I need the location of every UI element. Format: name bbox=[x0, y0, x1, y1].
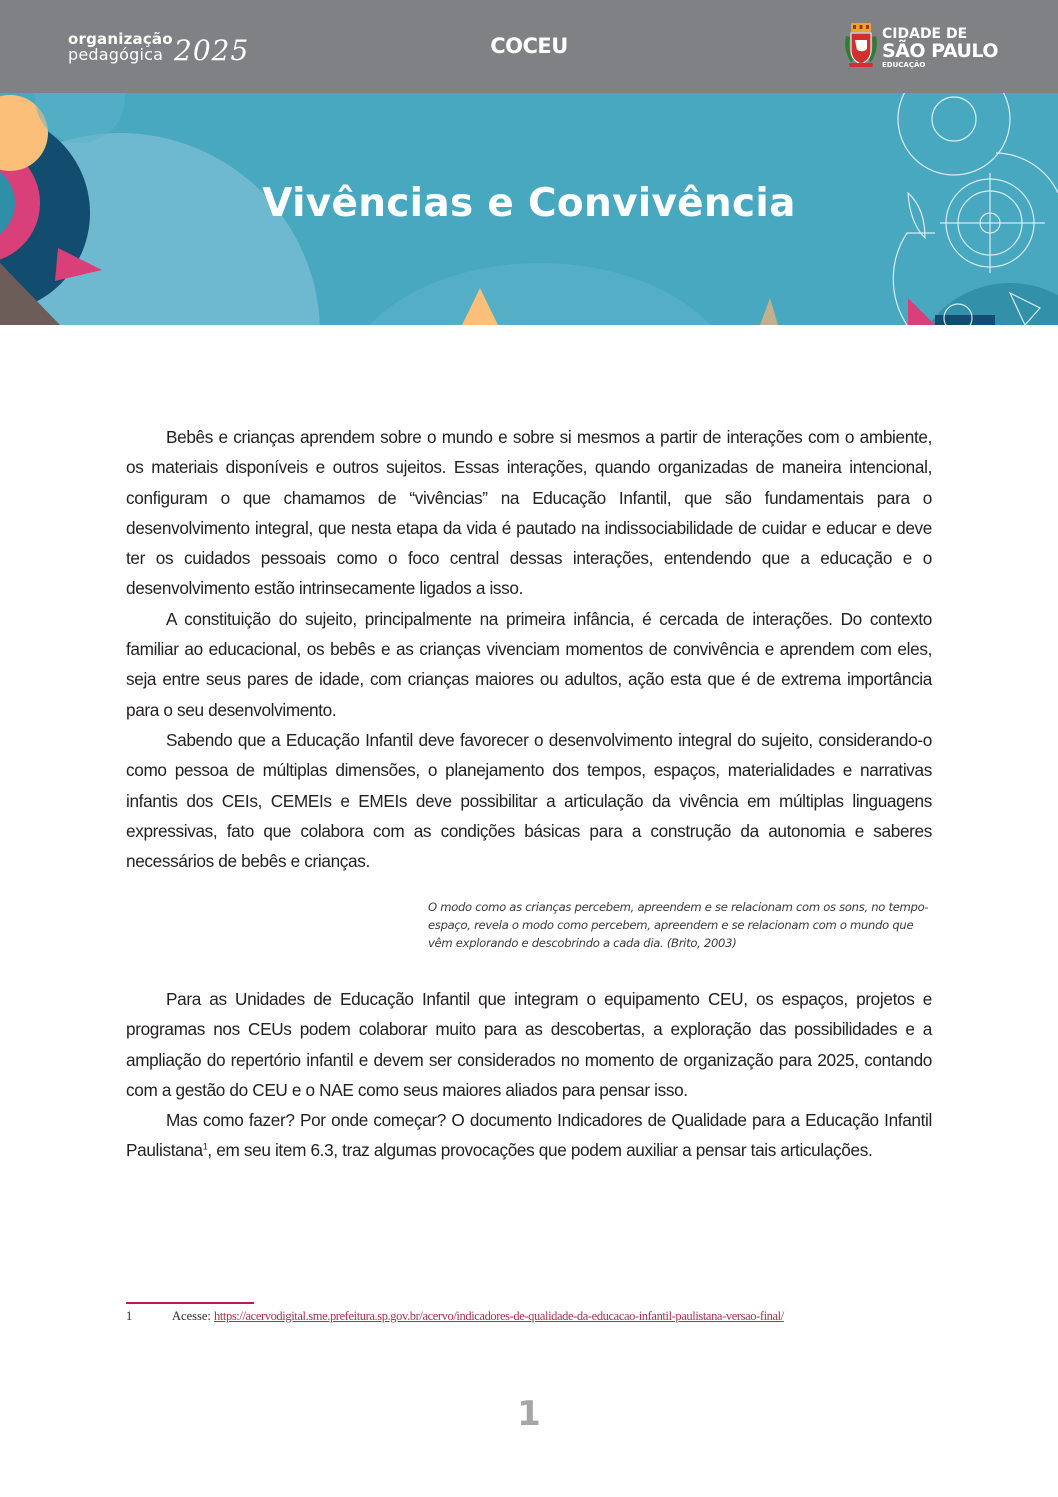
footnote-label: Acesse: bbox=[172, 1309, 214, 1323]
footnote bbox=[126, 1309, 784, 1324]
page-number: 1 bbox=[517, 1394, 541, 1434]
paragraph-text: , em seu item 6.3, traz algumas provocações que podem auxiliar a pensar tais articulações. bbox=[207, 1140, 873, 1161]
coat-of-arms-icon bbox=[843, 22, 879, 70]
city-line-2: SÃO PAULO bbox=[882, 40, 998, 62]
paragraph-text: Mas como fazer? Por onde começar? O documento Indicadores de Qualidade para a Educação Infantil Paulistana bbox=[126, 1110, 932, 1161]
paragraph-with-footnote bbox=[126, 1105, 932, 1166]
footnote-reference[interactable]: 1 bbox=[202, 1141, 208, 1152]
section-label: COCEU bbox=[490, 34, 568, 58]
block-quote: O modo como as crianças percebem, apreendem e se relacionam com os sons, no tempo-espaço, revela o modo como percebem, apreendem e se relacionam com o mundo que vêm explorando e descobrindo a cada dia. (Brito, 2003) bbox=[428, 900, 929, 950]
paragraph: Sabendo que a Educação Infantil deve favorecer o desenvolvimento integral do sujeito, considerando-o como pessoa de múltiplas dimensões, o planejamento dos tempos, espaços, materialidades e narrativas infantis dos CEIs, CEMEIs e EMEIs deve possibilitar a articulação da vivência em múltiplas linguagens expressivas, fato que colabora com as condições básicas para a construção da autonomia e saberes necessários de bebês e crianças. bbox=[126, 729, 932, 872]
body-text-section-1 bbox=[126, 422, 932, 876]
brand-line-2: pedagógica bbox=[68, 45, 164, 64]
footnote-divider bbox=[126, 1302, 254, 1304]
footnote-number: 1 bbox=[126, 1309, 133, 1323]
footnote-link[interactable]: https://acervodigital.sme.prefeitura.sp.gov.br/acervo/indicadores-de-qualidade-da-educacao-infantil-paulistana-versao-final/ bbox=[214, 1309, 784, 1323]
city-line-1: CIDADE DE bbox=[882, 26, 968, 42]
brand-year: 2025 bbox=[174, 34, 250, 67]
top-header-bar bbox=[0, 0, 1058, 93]
paragraph: A constituição do sujeito, principalmente na primeira infância, é cercada de interações. Do contexto familiar ao educacional, os bebês e as crianças vivenciam momentos de convivência e aprendem com eles, seja entre seus pares de idade, com crianças maiores ou adultos, ação esta que é de extrema importância para o seu desenvolvimento. bbox=[126, 608, 932, 720]
page-title: Vivências e Convivência bbox=[262, 181, 796, 226]
paragraph: Para as Unidades de Educação Infantil que integram o equipamento CEU, os espaços, projetos e programas nos CEUs podem colaborar muito para as descobertas, a exploração das possibilidades e a ampliação do repertório infantil e devem ser considerados no momento de organização para 2025, contando com a gestão do CEU e o NAE como seus maiores aliados para pensar isso. bbox=[126, 989, 932, 1100]
city-line-3: EDUCAÇÃO bbox=[882, 61, 926, 69]
title-banner bbox=[0, 93, 1058, 325]
paragraph: Bebês e crianças aprendem sobre o mundo e sobre si mesmos a partir de interações com o ambiente, os materiais disponíveis e outros sujeitos. Essas interações, quando organizadas de maneira intencional, configuram o que chamamos de “vivências” na Educação Infantil, que são fundamentais para o desenvolvimento integral, que nesta etapa da vida é pautado na indissociabilidade de cuidar e educar e deve ter os cuidados pessoais como o foco central dessas interações, entendendo que a educação e o desenvolvimento estão intrinsecamente ligados a isso. bbox=[126, 427, 932, 599]
brand-line-1: organização bbox=[68, 30, 173, 48]
body-text-section-2 bbox=[126, 984, 932, 1166]
sao-paulo-city-logo bbox=[843, 22, 1003, 74]
